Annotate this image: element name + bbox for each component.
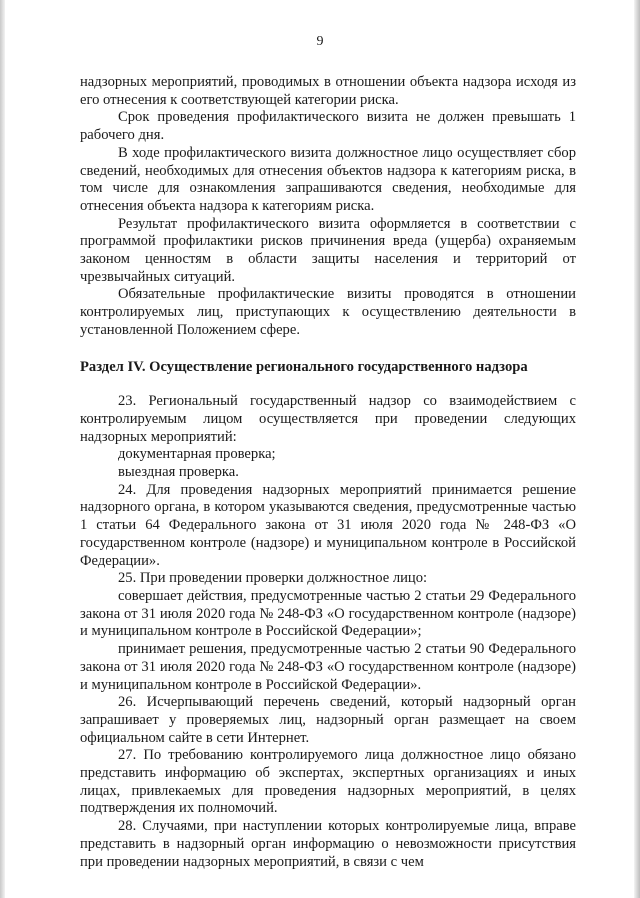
paragraph-visit-duration: Срок проведения профилактического визита не должен превышать 1 рабочего дня. [80, 109, 576, 144]
clause-24: 24. Для проведения надзорных мероприятий принимается решение надзорного органа, в котором указываются сведения, предусмотренные частью 1 статьи 64 Федерального закона от 31 июля 2020 года № 248-ФЗ «О государственном контроле (надзоре) и муниципальном контроле в Российской Федерации». [80, 481, 576, 569]
paragraph-mandatory-visits: Обязательные профилактические визиты проводятся в отношении контролируемых лиц, приступающих к осуществлению деятельности в установленной Положением сфере. [80, 286, 576, 338]
list-item-documentary-check: документарная проверка; [118, 446, 276, 463]
clause-25-decisions: принимает решения, предусмотренные частью 2 статьи 90 Федерального закона от 31 июля 2020 года № 248-ФЗ «О государственном контроле (надзоре) и муниципальном контроле в Российской Федерации». [80, 641, 576, 693]
section-heading: Раздел IV. Осуществление регионального государственного надзора [80, 358, 528, 375]
clause-28: 28. Случаями, при наступлении которых контролируемые лица, вправе представить в надзорный орган информацию о невозможности присутствия при проведении надзорных мероприятий, в связи с чем [80, 818, 576, 870]
clause-26: 26. Исчерпывающий перечень сведений, который надзорный орган запрашивает у проверяемых лиц, надзорный орган размещает на своем официальном сайте в сети Интернет. [80, 694, 576, 746]
page-number: 9 [316, 34, 324, 49]
paragraph-visit-result: Результат профилактического визита оформляется в соответствии с программой профилактики рисков причинения вреда (ущерба) охраняемым законом ценностям в области защиты населения и территорий от чрезвычайных ситуаций. [80, 215, 576, 285]
clause-27: 27. По требованию контролируемого лица должностное лицо обязано представить информацию об экспертах, экспертных организациях и иных лицах, привлекаемых для проведения надзорных мероприятий, в целях подтверждения их полномочий. [80, 747, 576, 817]
list-item-field-check: выездная проверка. [118, 464, 239, 481]
clause-23: 23. Региональный государственный надзор со взаимодействием с контролируемым лицом осуществляется при проведении следующих надзорных мероприятий: [80, 393, 576, 445]
paragraph-continuation: надзорных мероприятий, проводимых в отношении объекта надзора исходя из его отнесения к соответствующей категории риска. [80, 74, 576, 108]
paragraph-visit-info-collection: В ходе профилактического визита должностное лицо осуществляет сбор сведений, необходимых для отнесения объектов надзора к категориям риска, в том числе для ознакомления запрашиваются сведения, необходимые для отнесения объекта надзора к категориям риска. [80, 144, 576, 214]
clause-25-actions: совершает действия, предусмотренные частью 2 статьи 29 Федерального закона от 31 июля 2020 года № 248-ФЗ «О государственном контроле (надзоре) и муниципальном контроле в Российской Федерации»; [80, 587, 576, 640]
clause-25: 25. При проведении проверки должностное лицо: [118, 570, 428, 587]
document-body [80, 74, 576, 871]
scan-edge-left [0, 0, 5, 898]
scan-edge-right [634, 0, 640, 898]
